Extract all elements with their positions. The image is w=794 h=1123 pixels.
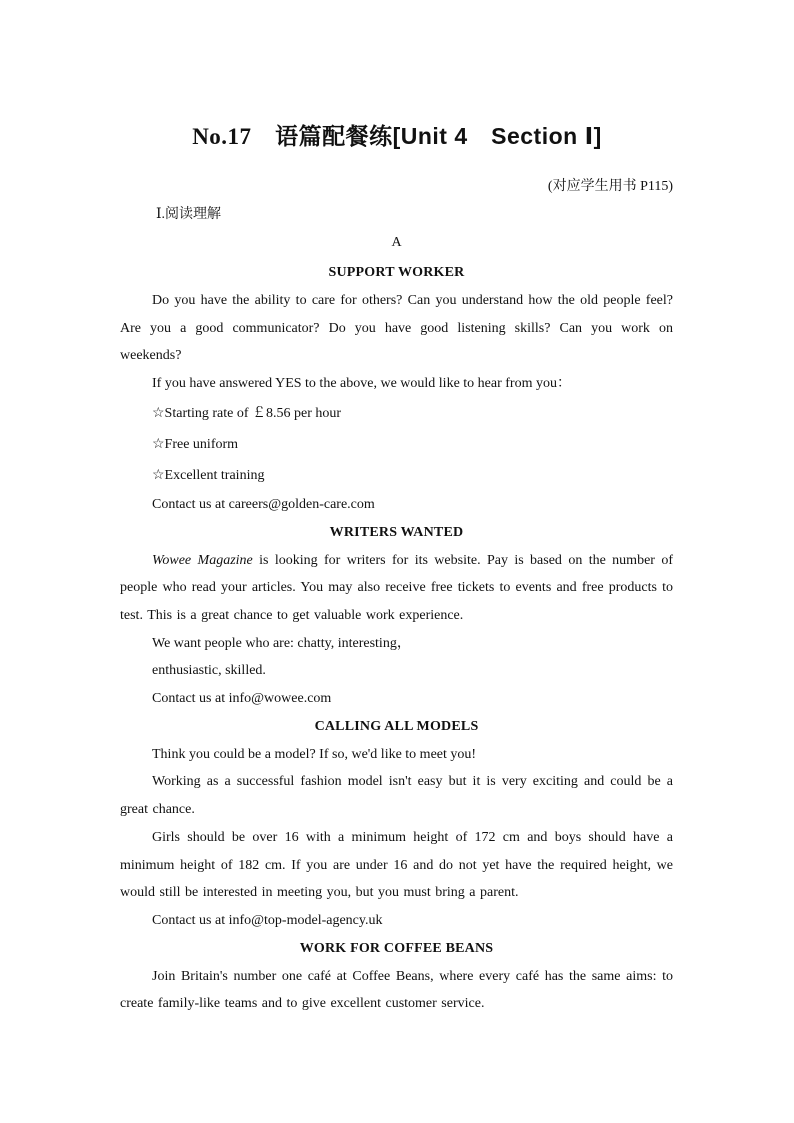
- writers-wanted-para-1: [120, 547, 673, 630]
- title-number: No.17: [192, 124, 252, 149]
- support-worker-item: ☆Starting rate of ￡8.56 per hour: [152, 405, 342, 421]
- page-title: [0, 118, 794, 151]
- title-chinese: 语篇配餐练: [275, 124, 393, 149]
- document-body: [120, 203, 673, 1018]
- writers-wanted-contact: Contact us at info@wowee.com: [152, 691, 332, 707]
- calling-models-line-1: Think you could be a model? If so, we'd like to meet you!: [152, 746, 477, 762]
- ad-heading-calling-models: CALLING ALL MODELS: [314, 718, 479, 734]
- support-worker-para-2: If you have answered YES to the above, we would like to hear from you：: [152, 376, 571, 392]
- calling-models-contact: Contact us at info@top-model-agency.uk: [152, 912, 383, 928]
- writers-wanted-line-2: enthusiastic, skilled.: [152, 663, 266, 679]
- magazine-name: Wowee Magazine: [152, 552, 253, 568]
- support-worker-item: ☆Free uniform: [152, 436, 239, 452]
- writers-wanted-para-1-text: is looking for writers for its website. Pay is based on the number of people who read your articles. You may also receive free tickets to events and free products to test. This is a great chance to get valuable work experience.: [120, 552, 673, 623]
- passage-letter: A: [391, 235, 402, 250]
- writers-wanted-line-1: We want people who are: chatty, interesting，: [152, 635, 411, 651]
- calling-models-para-1: Working as a successful fashion model isn't easy but it is very exciting and could be a great chance.: [120, 774, 673, 818]
- coffee-beans-para-1: Join Britain's number one café at Coffee Beans, where every café has the same aims: to create family-like teams and to give excellent customer service.: [120, 968, 673, 1012]
- ad-heading-coffee-beans: WORK FOR COFFEE BEANS: [299, 940, 494, 956]
- section-label: Ⅰ.阅读理解: [156, 207, 222, 222]
- calling-models-para-2: Girls should be over 16 with a minimum height of 172 cm and boys should have a minimum height of 182 cm. If you are under 16 and do not yet have the required height, we would still be interested in meeting you, but you must bring a parent.: [120, 829, 673, 901]
- support-worker-para-1: Do you have the ability to care for others? Can you understand how the old people feel? Are you a good communicator? Do you have good listening skills? Can you work on weekends?: [120, 293, 673, 364]
- support-worker-item: ☆Excellent training: [152, 467, 265, 483]
- support-worker-contact: Contact us at careers@golden-care.com: [152, 496, 375, 512]
- title-unit: [Unit 4 Section Ⅰ]: [392, 123, 602, 149]
- ad-heading-writers-wanted: WRITERS WANTED: [329, 524, 464, 540]
- page-reference: (对应学生用书 P115): [547, 179, 673, 194]
- ad-heading-support-worker: SUPPORT WORKER: [328, 265, 465, 280]
